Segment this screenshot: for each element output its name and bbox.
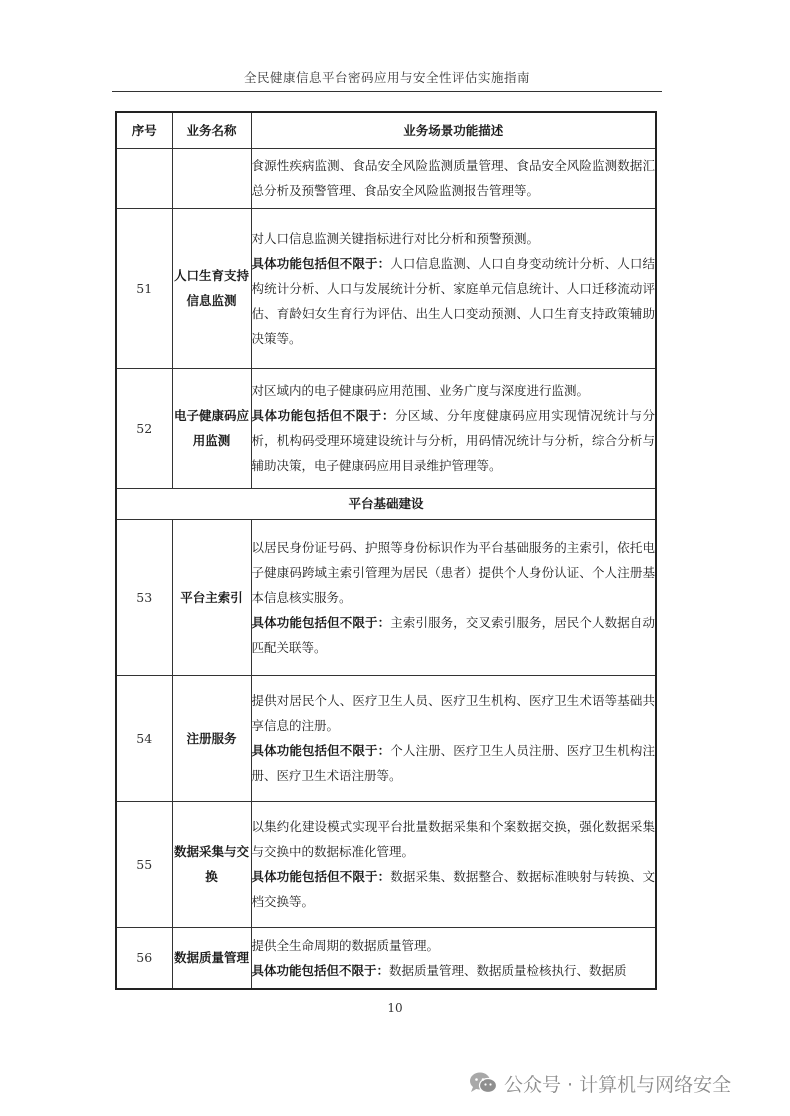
business-description (251, 368, 656, 488)
description-text: 对人口信息监测关键指标进行对比分析和预警预测。 (251, 230, 540, 246)
function-lead: 具体功能包括但不限于： (251, 255, 391, 271)
business-description (251, 208, 656, 368)
page-number: 10 (387, 1001, 403, 1015)
description-text: 提供对居民个人、医疗卫生人员、医疗卫生机构、医疗卫生术语等基础共享信息的注册。 (251, 693, 655, 733)
table-row (116, 927, 656, 989)
table-row (116, 208, 656, 368)
watermark (468, 1068, 731, 1098)
row-number: 51 (116, 208, 172, 368)
table-header-row (116, 112, 656, 148)
table-row (116, 519, 656, 675)
description-text: 对区域内的电子健康码应用范围、业务广度与深度进行监测。 (251, 383, 590, 398)
business-name: 电子健康码应用监测 (172, 368, 251, 488)
function-detail: 主索引服务，交叉索引服务，居民个人数据自动匹配关联等。 (251, 614, 655, 655)
business-name: 数据质量管理 (172, 927, 251, 989)
section-row (116, 488, 656, 519)
business-description (251, 148, 656, 208)
description-text: 食源性疾病监测、食品安全风险监测质量管理、食品安全风险监测数据汇总分析及预警管理、食品安全风险监测报告管理等。 (251, 158, 655, 198)
function-lead: 具体功能包括但不限于： (251, 614, 391, 630)
function-lead: 具体功能包括但不限于： (251, 962, 390, 978)
description-text: 以集约化建设模式实现平台批量数据采集和个案数据交换，强化数据采集与交换中的数据标准化管理。 (251, 819, 655, 859)
function-detail: 人口信息监测、人口自身变动统计分析、人口结构统计分析、人口与发展统计分析、家庭单元信息统计、人口迁移流动评估、育龄妇女生育行为评估、出生人口变动预测、人口生育支持政策辅助决策等。 (251, 255, 655, 346)
row-number: 54 (116, 675, 172, 801)
business-name: 注册服务 (172, 675, 251, 801)
row-number: 55 (116, 801, 172, 927)
column-header-number: 序号 (116, 112, 172, 148)
row-number: 53 (116, 519, 172, 675)
description-text: 提供全生命周期的数据质量管理。 (251, 937, 440, 953)
business-table (115, 111, 657, 990)
function-lead: 具体功能包括但不限于： (251, 408, 395, 423)
function-detail: 数据采集、数据整合、数据标准映射与转换、文档交换等。 (251, 869, 655, 909)
table-row (116, 368, 656, 488)
business-description (251, 675, 656, 801)
table-row (116, 801, 656, 927)
column-header-description: 业务场景功能描述 (251, 112, 656, 148)
row-number: 52 (116, 368, 172, 488)
function-lead: 具体功能包括但不限于： (251, 869, 391, 884)
row-number (116, 148, 172, 208)
row-number: 56 (116, 927, 172, 989)
function-detail: 个人注册、医疗卫生人员注册、医疗卫生机构注册、医疗卫生术语注册等。 (251, 743, 655, 783)
wechat-icon (468, 1070, 498, 1096)
business-name (172, 148, 251, 208)
running-header: 全民健康信息平台密码应用与安全性评估实施指南 (243, 70, 530, 85)
business-description (251, 519, 656, 675)
header-rule (112, 91, 662, 92)
table-row (116, 675, 656, 801)
business-name: 数据采集与交换 (172, 801, 251, 927)
business-name: 人口生育支持信息监测 (172, 208, 251, 368)
business-name: 平台主索引 (172, 519, 251, 675)
function-detail: 数据质量管理、数据质量检核执行、数据质 (389, 962, 627, 978)
business-description (251, 801, 656, 927)
table-row (116, 148, 656, 208)
function-lead: 具体功能包括但不限于： (251, 743, 391, 758)
description-text: 以居民身份证号码、护照等身份标识作为平台基础服务的主索引，依托电子健康码跨域主索引管理为居民（患者）提供个人身份认证、个人注册基本信息核实服务。 (251, 539, 655, 605)
business-description (251, 927, 656, 989)
function-detail: 分区域、分年度健康码应用实现情况统计与分析，机构码受理环境建设统计与分析，用码情况统计与分析，综合分析与辅助决策，电子健康码应用目录维护管理等。 (251, 408, 655, 473)
column-header-name: 业务名称 (172, 112, 251, 148)
watermark-text: 公众号 · 计算机与网络安全 (504, 1073, 732, 1096)
section-title: 平台基础建设 (116, 488, 656, 519)
